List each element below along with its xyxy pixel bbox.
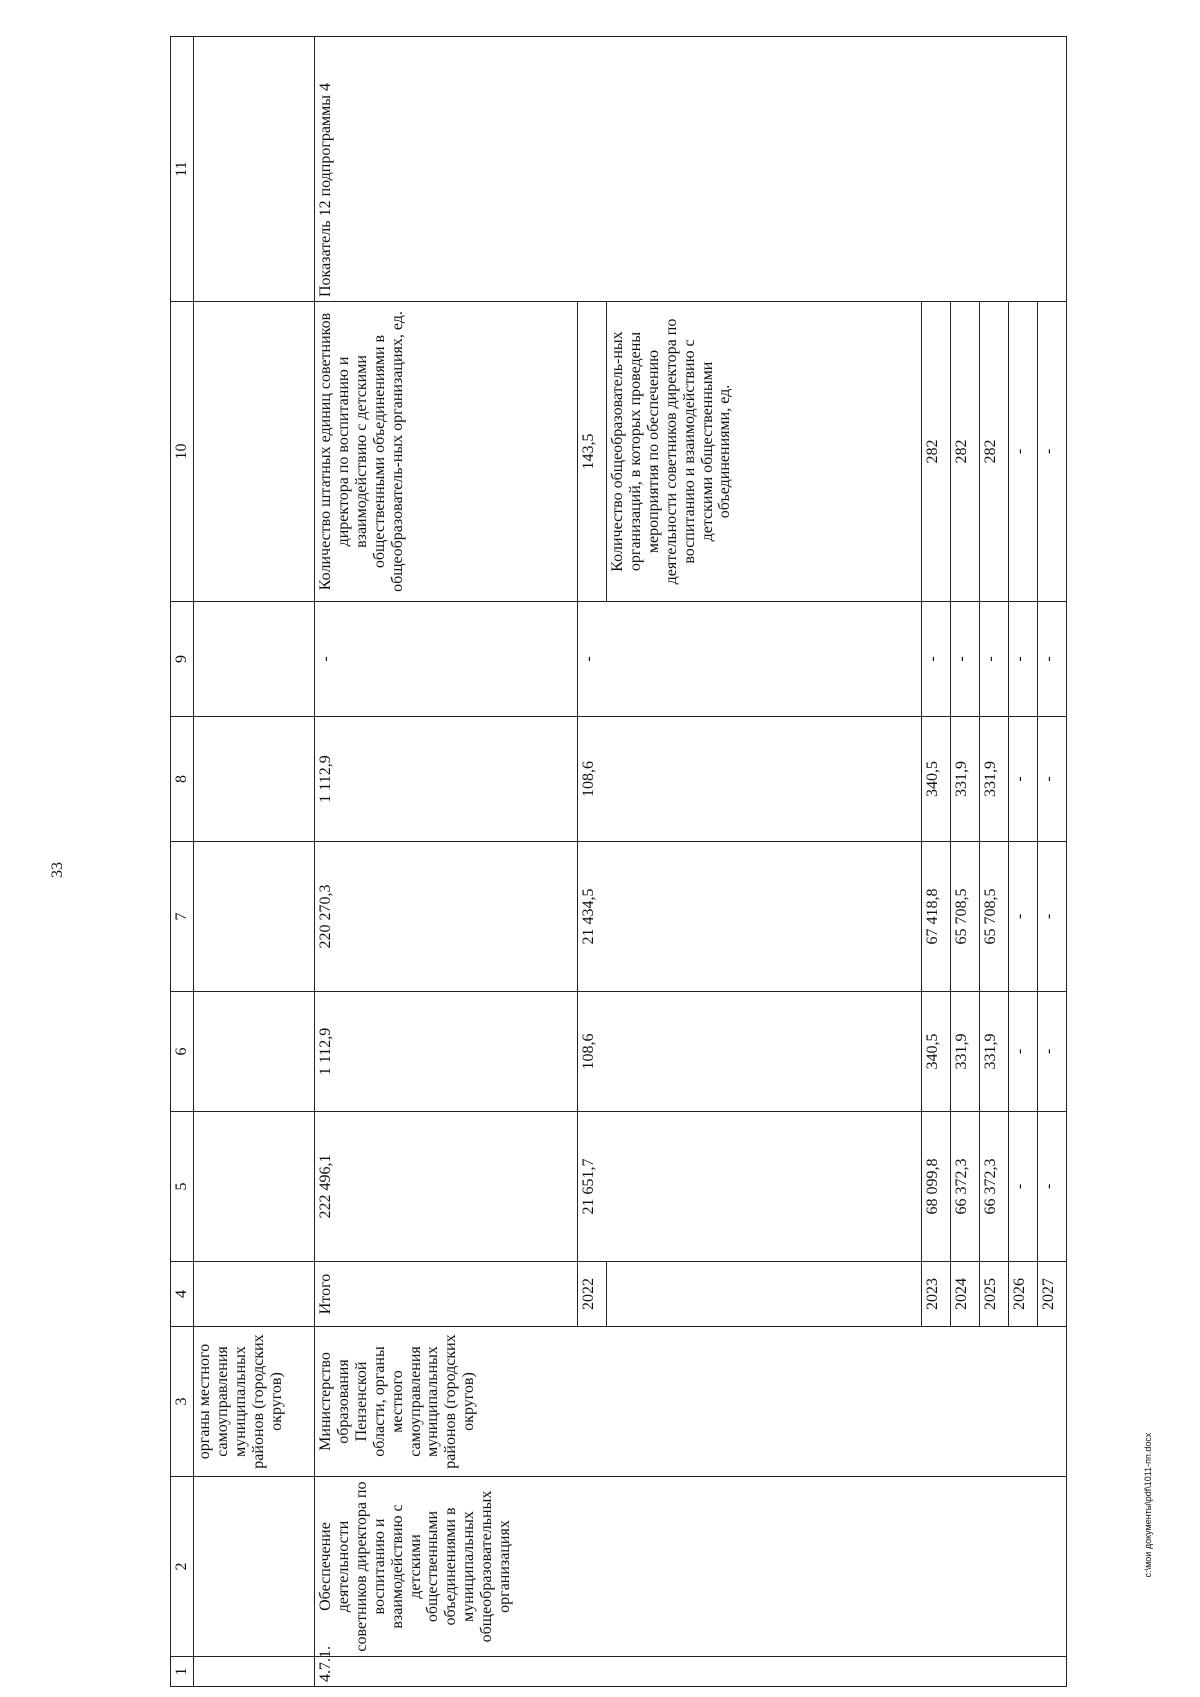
continuation-row bbox=[194, 37, 315, 1687]
year-col6: 331,9 bbox=[980, 992, 1009, 1112]
header-cell: 8 bbox=[171, 717, 194, 842]
header-cell: 2 bbox=[171, 1477, 194, 1657]
year-cell: 2022 bbox=[578, 1262, 607, 1327]
header-cell: 3 bbox=[171, 1327, 194, 1477]
total-label: Итого bbox=[315, 1262, 578, 1327]
indicator-1: Количество штатных единиц советников директора по воспитанию и взаимодействию с детскими общественными объединениями в общеобразователь-ных организациях, ед. bbox=[315, 302, 578, 602]
program-table bbox=[170, 36, 1067, 1687]
year-col9: - bbox=[951, 602, 980, 717]
year-col9: - bbox=[922, 602, 951, 717]
year-col7: 21 434,5 bbox=[578, 842, 922, 992]
year-cell: 2027 bbox=[1038, 1262, 1067, 1327]
year-col7: 67 418,8 bbox=[922, 842, 951, 992]
executor-continuation: органы местного самоуправления муниципальных районов (городских округов) bbox=[194, 1327, 315, 1477]
table-row-total bbox=[315, 37, 578, 1687]
rotated-table-container bbox=[170, 37, 1130, 1687]
year-col10: 282 bbox=[951, 302, 980, 602]
year-col8: 331,9 bbox=[951, 717, 980, 842]
header-cell: 7 bbox=[171, 842, 194, 992]
header-cell: 11 bbox=[171, 37, 194, 302]
header-cell: 1 bbox=[171, 1657, 194, 1687]
year-col6: - bbox=[1038, 992, 1067, 1112]
year-col5: 68 099,8 bbox=[922, 1112, 951, 1262]
year-col7: - bbox=[1038, 842, 1067, 992]
header-cell: 4 bbox=[171, 1262, 194, 1327]
activity-name: Обеспечение деятельности советников директора по воспитанию и взаимодействию с детскими общественными объединениями в муниципальных общеобразовательных организациях bbox=[315, 1477, 1067, 1657]
footer-file-path: c:\мои документы\pdf\1011-пп.docx bbox=[1143, 1432, 1153, 1578]
year-col8: 108,6 bbox=[578, 717, 922, 842]
year-col10: 282 bbox=[980, 302, 1009, 602]
year-col6: 108,6 bbox=[578, 992, 922, 1112]
header-row bbox=[171, 37, 194, 1687]
year-col5: 21 651,7 bbox=[578, 1112, 922, 1262]
year-col6: 331,9 bbox=[951, 992, 980, 1112]
executor: Министерство образования Пензенской области, органы местного самоуправления муниципальных районов (городских округов) bbox=[315, 1327, 1067, 1477]
indicator-1-value: 143,5 bbox=[578, 302, 607, 602]
header-cell: 9 bbox=[171, 602, 194, 717]
total-col8: 1 112,9 bbox=[315, 717, 578, 842]
year-col8: - bbox=[1009, 717, 1038, 842]
total-col7: 220 270,3 bbox=[315, 842, 578, 992]
indicator-reference: Показатель 12 подпрограммы 4 bbox=[315, 37, 1067, 302]
year-col7: - bbox=[1009, 842, 1038, 992]
year-col5: 66 372,3 bbox=[980, 1112, 1009, 1262]
indicator-2: Количество общеобразователь-ных организаций, в которых проведены мероприятия по обеспечению деятельности советников директора по воспитанию и взаимодействию с детскими общественными объединениями, ед. bbox=[607, 302, 922, 602]
year-col5: - bbox=[1038, 1112, 1067, 1262]
header-cell: 5 bbox=[171, 1112, 194, 1262]
page-number: 33 bbox=[49, 862, 66, 878]
year-col9: - bbox=[1038, 602, 1067, 717]
year-col7: 65 708,5 bbox=[980, 842, 1009, 992]
year-col10: - bbox=[1038, 302, 1067, 602]
total-col5: 222 496,1 bbox=[315, 1112, 578, 1262]
year-cell: 2024 bbox=[951, 1262, 980, 1327]
year-cell: 2023 bbox=[922, 1262, 951, 1327]
year-cell: 2025 bbox=[980, 1262, 1009, 1327]
year-col7: 65 708,5 bbox=[951, 842, 980, 992]
year-col10: - bbox=[1009, 302, 1038, 602]
year-col9: - bbox=[980, 602, 1009, 717]
year-col8: 340,5 bbox=[922, 717, 951, 842]
year-col8: 331,9 bbox=[980, 717, 1009, 842]
header-cell: 6 bbox=[171, 992, 194, 1112]
header-cell: 10 bbox=[171, 302, 194, 602]
year-col5: 66 372,3 bbox=[951, 1112, 980, 1262]
year-col10: 282 bbox=[922, 302, 951, 602]
year-col6: 340,5 bbox=[922, 992, 951, 1112]
year-cell: 2026 bbox=[1009, 1262, 1038, 1327]
year-col6: - bbox=[1009, 992, 1038, 1112]
year-col9: - bbox=[1009, 602, 1038, 717]
total-col9: - bbox=[315, 602, 578, 717]
row-number: 4.7.1. bbox=[315, 1657, 1067, 1687]
year-col5: - bbox=[1009, 1112, 1038, 1262]
total-col6: 1 112,9 bbox=[315, 992, 578, 1112]
year-col9: - bbox=[578, 602, 922, 717]
year-col8: - bbox=[1038, 717, 1067, 842]
